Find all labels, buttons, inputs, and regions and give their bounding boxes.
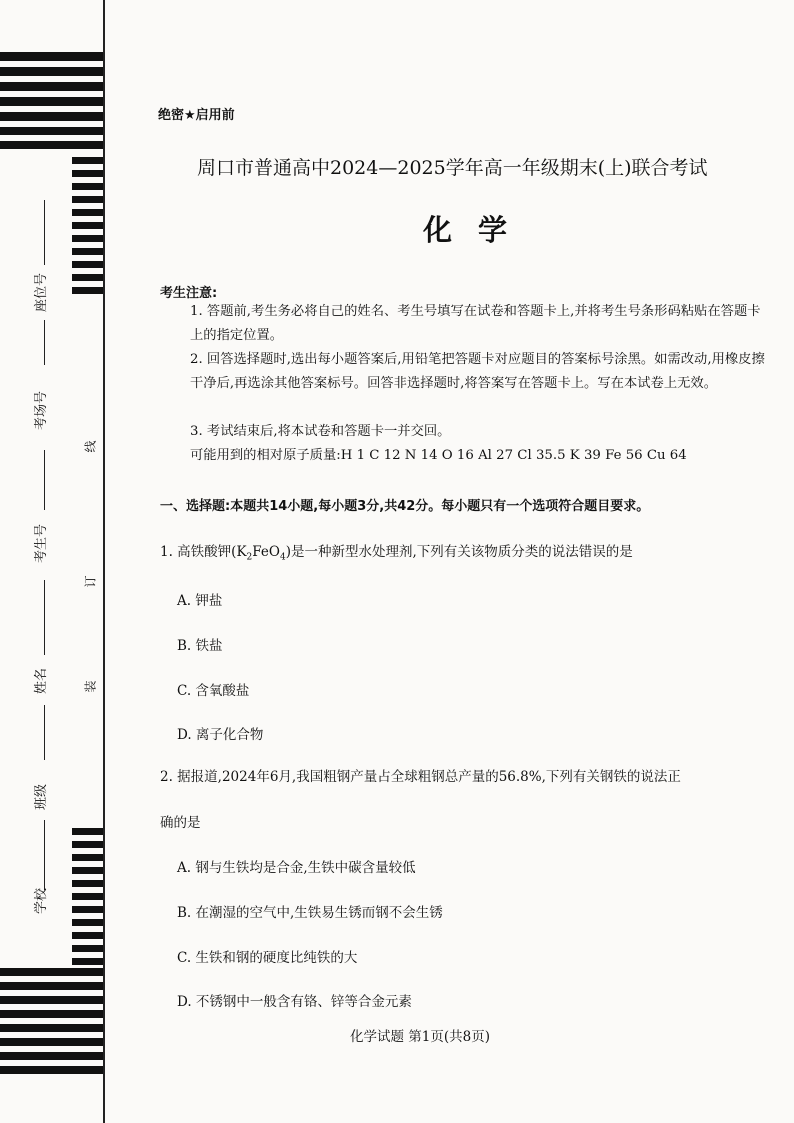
seal-char-seal: 装 xyxy=(83,680,98,693)
q1-option-a: A. 钾盐 xyxy=(177,593,223,609)
question-2-stem-line1: 2. 据报道,2024年6月,我国粗钢产量占全球粗钢总产量的56.8%,下列有关钢铁的说法正 xyxy=(160,769,681,785)
notice-item-3: 3. 考试结束后,将本试卷和答题卡一并交回。 xyxy=(190,424,451,439)
label-school: 学校 xyxy=(34,887,49,914)
q1-sub1: 2 xyxy=(246,552,253,563)
q1-stem-mid: FeO xyxy=(252,544,280,560)
seal-char-line: 线 xyxy=(83,440,98,453)
secret-mark: 绝密★启用前 xyxy=(158,108,235,123)
notice-heading: 考生注意: xyxy=(160,286,218,301)
question-1-stem xyxy=(160,540,775,563)
label-room: 考场号 xyxy=(34,390,49,430)
q1-stem-post: )是一种新型水处理剂,下列有关该物质分类的说法错误的是 xyxy=(285,544,633,560)
q2-option-a: A. 钢与生铁均是合金,生铁中碳含量较低 xyxy=(177,860,416,876)
page-footer: 化学试题 第1页(共8页) xyxy=(350,1029,491,1045)
q1-option-b: B. 铁盐 xyxy=(177,638,223,654)
subject-title: 化学 xyxy=(423,213,534,247)
atomic-masses: 可能用到的相对原子质量:H 1 C 12 N 14 O 16 Al 27 Cl 35.5 K 39 Fe 56 Cu 64 xyxy=(190,448,687,463)
q2-option-c: C. 生铁和钢的硬度比纯铁的大 xyxy=(177,950,358,966)
q2-option-b: B. 在潮湿的空气中,生铁易生锈而钢不会生锈 xyxy=(177,905,443,921)
seal-char-bind: 订 xyxy=(83,575,98,588)
q2-option-d: D. 不锈钢中一般含有铬、锌等合金元素 xyxy=(177,994,412,1010)
question-2-stem-line2: 确的是 xyxy=(160,815,201,831)
binding-strip xyxy=(0,0,110,1123)
section-heading: 一、选择题:本题共14小题,每小题3分,共42分。每小题只有一个选项符合题目要求。 xyxy=(160,499,650,514)
q1-option-d: D. 离子化合物 xyxy=(177,727,264,743)
label-student-id: 考生号 xyxy=(34,523,49,563)
label-seat: 座位号 xyxy=(34,272,49,312)
exam-title: 周口市普通高中2024—2025学年高一年级期末(上)联合考试 xyxy=(197,157,708,179)
label-class: 班级 xyxy=(34,783,49,810)
q1-stem-pre: 1. 高铁酸钾(K xyxy=(160,544,247,560)
label-name: 姓名 xyxy=(34,667,49,694)
q1-sub2: 4 xyxy=(279,552,286,563)
q1-option-c: C. 含氧酸盐 xyxy=(177,683,250,699)
notice-item-2: 2. 回答选择题时,选出每小题答案后,用铅笔把答题卡对应题目的答案标号涂黑。如需改动,用橡皮擦干净后,再选涂其他答案标号。回答非选择题时,将答案写在答题卡上。写在本试卷上无效。 xyxy=(190,352,765,391)
notice-item-1: 1. 答题前,考生务必将自己的姓名、考生号填写在试卷和答题卡上,并将考生号条形码粘贴在答题卡上的指定位置。 xyxy=(190,304,761,343)
